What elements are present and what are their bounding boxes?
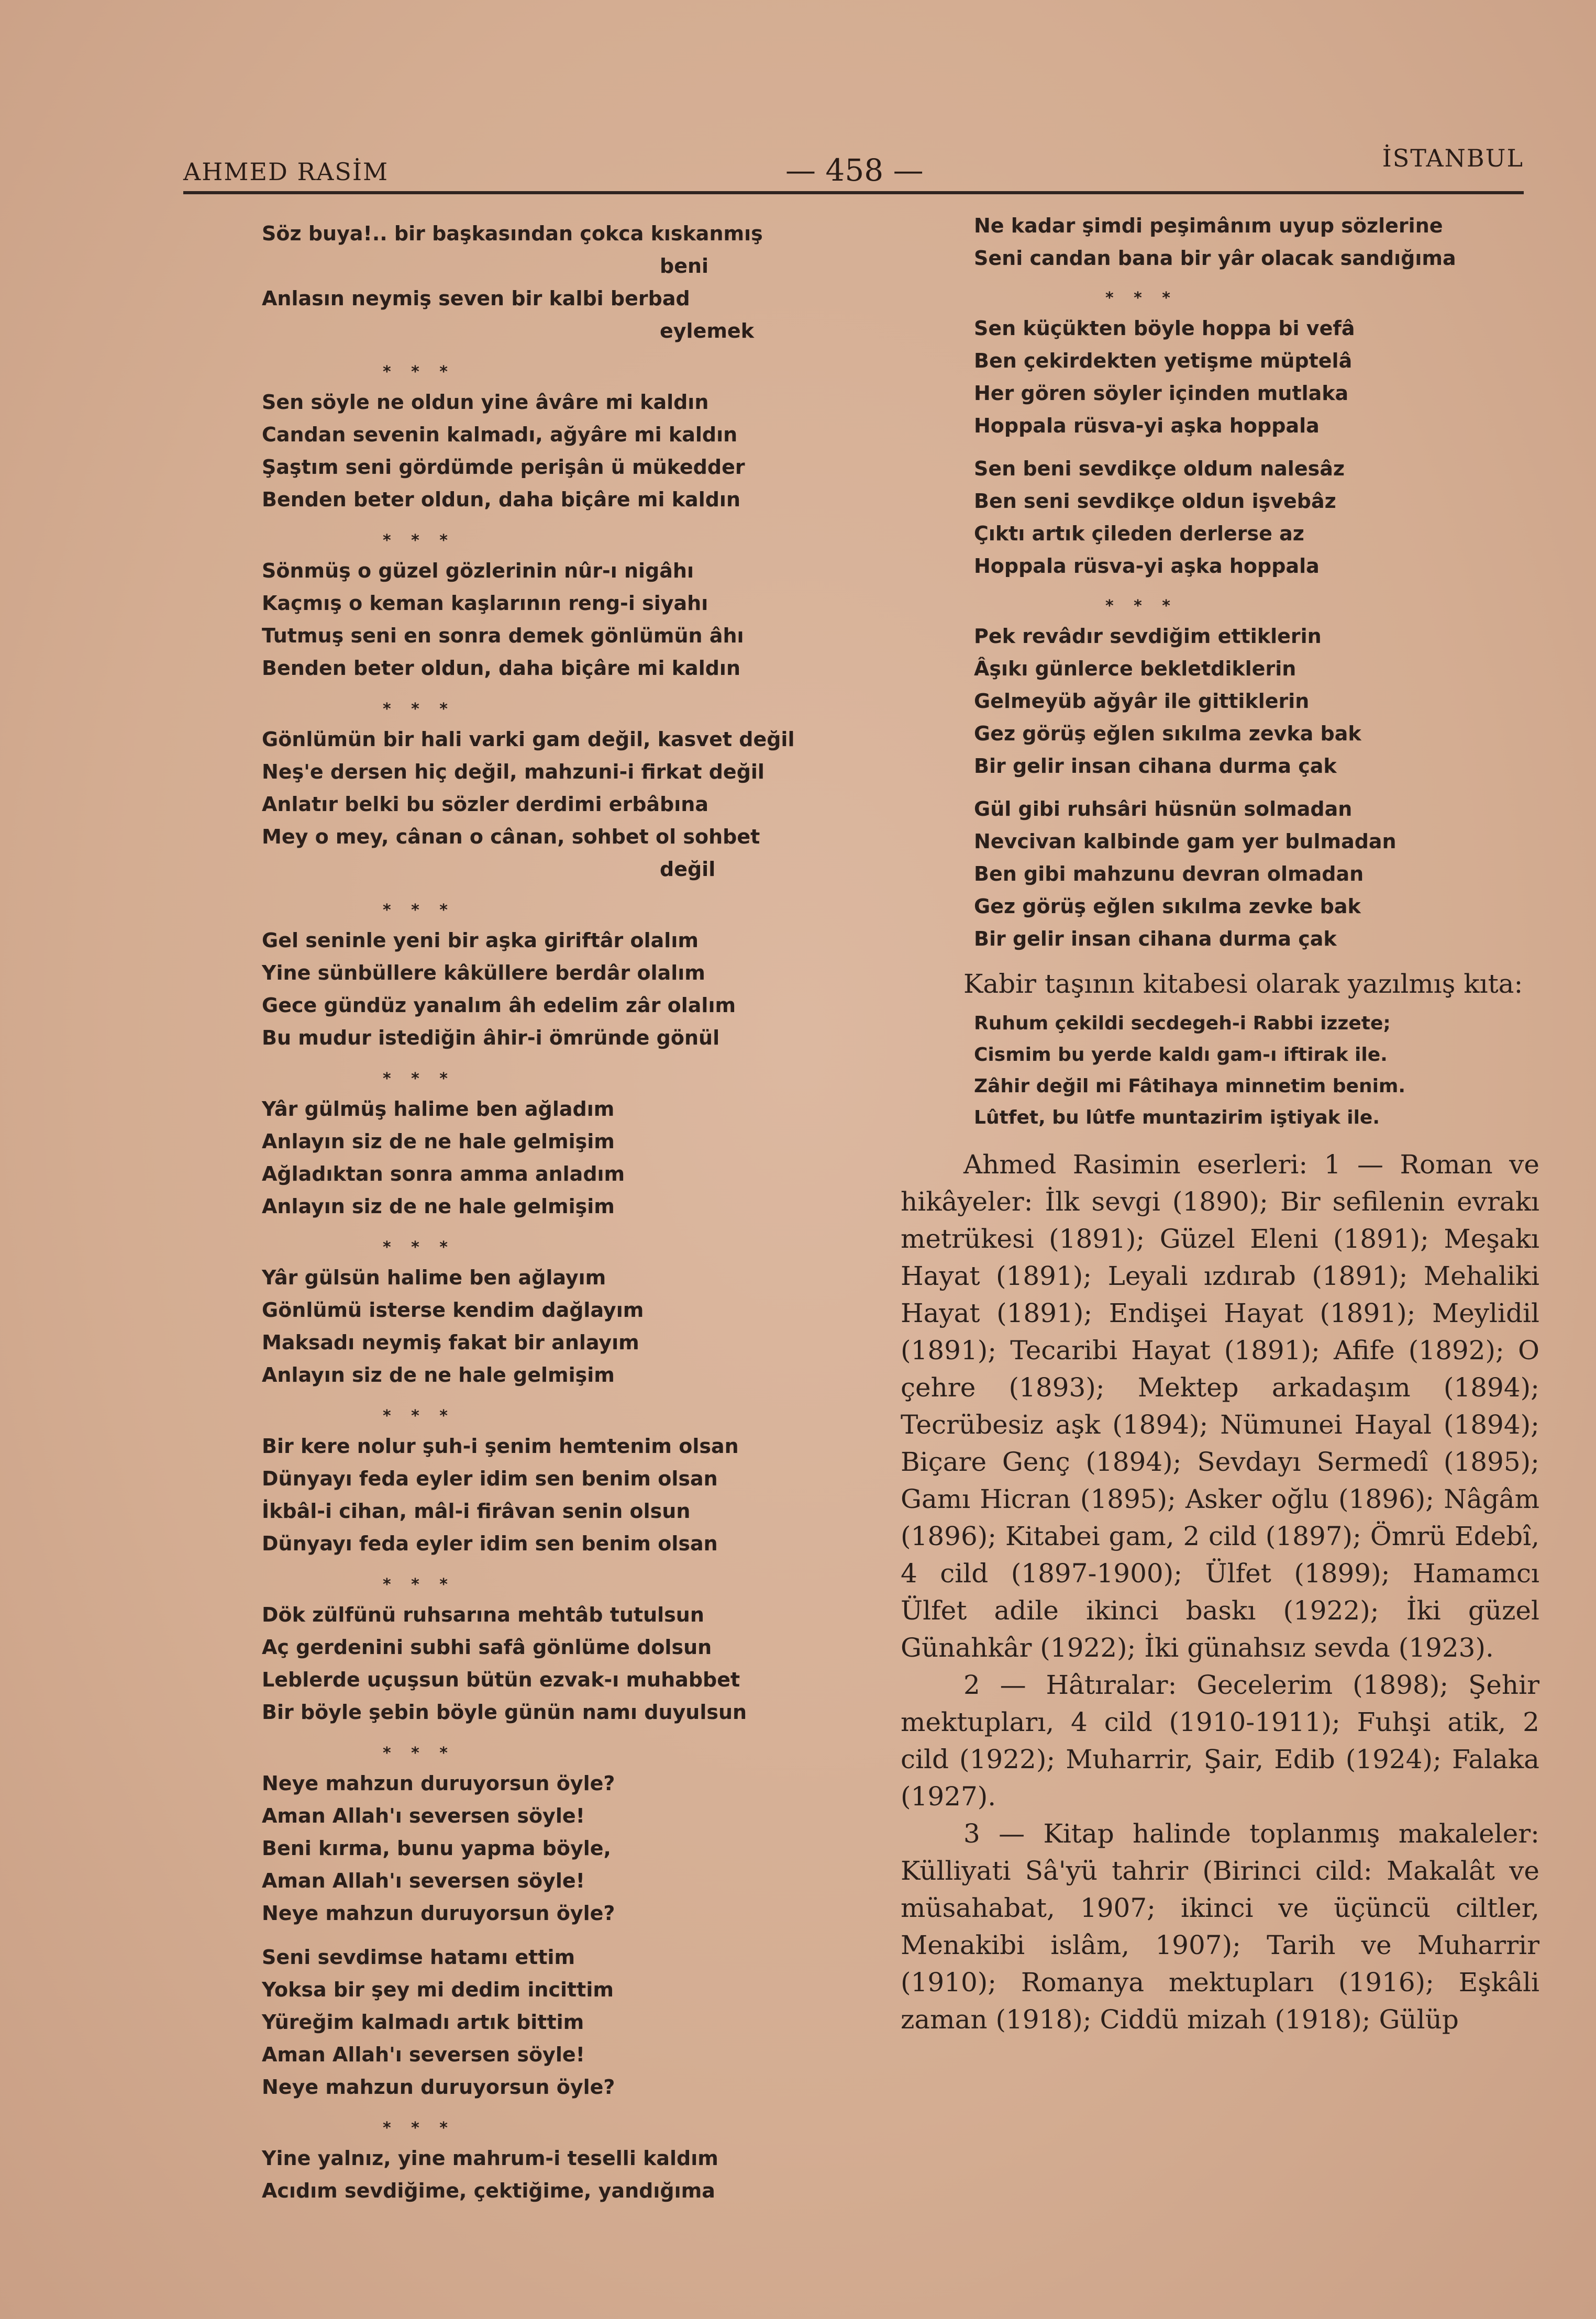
- left-stanza: [262, 723, 848, 885]
- verse-line: Yâr gülmüş halime ben ağladım: [262, 1097, 615, 1120]
- verse-line: Bir kere nolur şuh-i şenim hemtenim olsan: [262, 1435, 739, 1458]
- stanza-separator: * * *: [1105, 597, 1178, 615]
- verse-line: Sönmüş o güzel gözlerinin nûr-ı nigâhı: [262, 559, 694, 582]
- left-stanza: [262, 1767, 848, 1929]
- verse-line: Söz buya!.. bir başkasından çokca kıskanmış: [262, 222, 763, 245]
- header-city: İSTANBUL: [1382, 144, 1524, 172]
- verse-line: Ben çekirdekten yetişme müptelâ: [974, 349, 1353, 372]
- verse-line: Sen küçükten böyle hoppa bi vefâ: [974, 317, 1355, 340]
- verse-line: Mey o mey, cânan o cânan, sohbet ol sohbet: [262, 825, 760, 848]
- left-stanza: [262, 217, 848, 347]
- left-stanza: [262, 554, 848, 684]
- kita-intro: Kabir taşının kitabesi olarak yazılmış kıta:: [963, 969, 1523, 999]
- right-stanza: [974, 209, 1539, 274]
- epitaph-verse: [901, 1008, 1539, 1134]
- verse-line: Hoppala rüsva-yi aşka hoppala: [974, 554, 1320, 578]
- left-stanza: [262, 1599, 848, 1728]
- stanza-separator: * * *: [383, 1407, 455, 1425]
- verse-line: Benden beter oldun, daha biçâre mi kaldın: [262, 488, 741, 511]
- verse-line: Neye mahzun duruyorsun öyle?: [262, 1772, 615, 1795]
- right-column-poems: [901, 209, 1539, 955]
- verse-line: Dünyayı feda eyler idim sen benim olsan: [262, 1532, 718, 1555]
- verse-line: eylemek: [660, 319, 754, 342]
- stanza-separator: * * *: [383, 1575, 455, 1594]
- verse-line: Hoppala rüsva-yi aşka hoppala: [974, 414, 1320, 437]
- stanza-separator: * * *: [383, 1744, 455, 1762]
- verse-line: Bir böyle şebin böyle günün namı duyulsun: [262, 1701, 747, 1724]
- verse-line: Neye mahzun duruyorsun öyle?: [262, 2076, 615, 2099]
- left-stanza: [262, 386, 848, 516]
- verse-line: Yâr gülsün halime ben ağlayım: [262, 1266, 606, 1289]
- verse-line: Gez görüş eğlen sıkılma zevke bak: [974, 895, 1361, 918]
- verse-line: Yine yalnız, yine mahrum-i teselli kaldım: [262, 2147, 718, 2170]
- verse-line: Gelmeyüb ağyâr ile gittiklerin: [974, 690, 1310, 713]
- verse-line: beni: [660, 254, 709, 278]
- works-paragraph-1: Ahmed Rasimin eserleri: 1 — Roman ve hikâyeler: İlk sevgi (1890); Bir sefilenin evrakı metrükesi (1891); Güzel Eleni (1891); Meşakı Hayat (1891); Leyali ızdırab (1891); Mehaliki Hayat (1891); Endişei Hayat (1891); Meylidil (1891); Tecaribi Hayat (1891); Afife (1892); O çehre (1893); Mektep arkadaşım (1894); Tecrübesiz aşk (1894); Nümunei Hayal (1894); Biçare Genç (1894); Sevdayı Sermedî (1895); Gamı Hicran (1895); Asker oğlu (1896); Nâgâm (1896); Kitabei gam, 2 cild (1897); Ömrü Edebî, 4 cild (1897-1900); Ülfet (1899); Hamamcı Ülfet adile ikinci baskı (1922); İki güzel Günahkâr (1922); İki günahsız sevda (1923).: [901, 1149, 1539, 1663]
- verse-line: Bir gelir insan cihana durma çak: [974, 927, 1337, 950]
- verse-line: Anlatır belki bu sözler derdimi erbâbına: [262, 793, 708, 816]
- verse-line: Gece gündüz yanalım âh edelim zâr olalım: [262, 994, 736, 1017]
- verse-line: Bir gelir insan cihana durma çak: [974, 754, 1337, 778]
- epitaph-line: Ruhum çekildi secdegeh-i Rabbi izzete;: [974, 1013, 1391, 1034]
- stanza-separator: * * *: [1105, 289, 1178, 307]
- right-stanza: [974, 793, 1539, 955]
- verse-line: Dünyayı feda eyler idim sen benim olsan: [262, 1467, 718, 1490]
- verse-line: Maksadı neymiş fakat bir anlayım: [262, 1331, 639, 1354]
- epitaph-line: Zâhir değil mi Fâtihaya minnetim benim.: [974, 1075, 1406, 1097]
- verse-line: Gel seninle yeni bir aşka giriftâr olalım: [262, 929, 699, 952]
- verse-line: Dök zülfünü ruhsarına mehtâb tutulsun: [262, 1603, 704, 1626]
- left-stanza: [262, 1430, 848, 1560]
- verse-line: Ne kadar şimdi peşimânım uyup sözlerine: [974, 214, 1443, 237]
- left-stanza: [262, 1941, 848, 2103]
- stanza-separator: * * *: [383, 2119, 455, 2137]
- verse-line: Âşıkı günlerce bekletdiklerin: [974, 657, 1296, 680]
- stanza-separator: * * *: [383, 1070, 455, 1088]
- left-stanza: [262, 2142, 848, 2207]
- epitaph-line: Lûtfet, bu lûtfe muntazirim iştiyak ile.: [974, 1107, 1380, 1128]
- header-author: AHMED RASİM: [183, 158, 389, 186]
- stanza-separator: * * *: [383, 363, 455, 381]
- verse-line: Anlayın siz de ne hale gelmişim: [262, 1195, 615, 1218]
- works-paragraph-2: 2 — Hâtıralar: Gecelerim (1898); Şehir mektupları, 4 cild (1910-1911); Fuhşi atik, 2 cild (1922); Muharrir, Şair, Edib (1924); Falaka (1927).: [901, 1670, 1539, 1812]
- verse-line: Anlasın neymiş seven bir kalbi berbad: [262, 287, 690, 310]
- verse-line: Aman Allah'ı seversen söyle!: [262, 1869, 585, 1892]
- right-stanza: [974, 312, 1539, 442]
- epitaph-line: Cismim bu yerde kaldı gam-ı iftirak ile.: [974, 1044, 1388, 1066]
- verse-line: Candan sevenin kalmadı, ağyâre mi kaldın: [262, 423, 738, 446]
- verse-line: Aman Allah'ı seversen söyle!: [262, 2043, 585, 2066]
- stanza-separator: * * *: [383, 531, 455, 550]
- verse-line: Gez görüş eğlen sıkılma zevka bak: [974, 722, 1361, 745]
- verse-line: Yüreğim kalmadı artık bittim: [262, 2011, 584, 2034]
- verse-line: Gül gibi ruhsâri hüsnün solmadan: [974, 797, 1353, 820]
- verse-line: Aman Allah'ı seversen söyle!: [262, 1804, 585, 1827]
- verse-line: Çıktı artık çileden derlerse az: [974, 522, 1304, 545]
- verse-line: Neş'e dersen hiç değil, mahzuni-i firkat değil: [262, 760, 764, 783]
- left-stanza: [262, 1093, 848, 1223]
- verse-line: Aç gerdenini subhi safâ gönlüme dolsun: [262, 1636, 712, 1659]
- verse-line: Pek revâdır sevdiğim ettiklerin: [974, 625, 1322, 648]
- verse-line: Nevcivan kalbinde gam yer bulmadan: [974, 830, 1396, 853]
- verse-line: Bu mudur istediğin âhir-i ömründe gönül: [262, 1026, 720, 1049]
- stanza-separator: * * *: [383, 901, 455, 919]
- page-number: — 458 —: [785, 152, 924, 188]
- verse-line: Sen söyle ne oldun yine âvâre mi kaldın: [262, 391, 709, 414]
- verse-line: değil: [660, 858, 716, 881]
- verse-line: Yine sünbüllere kâküllere berdâr olalım: [262, 961, 705, 984]
- verse-line: Şaştım seni gördümde perişân ü mükedder: [262, 456, 745, 479]
- left-stanza: [262, 924, 848, 1054]
- verse-line: Seni sevdimse hatamı ettim: [262, 1946, 575, 1969]
- left-stanza: [262, 1261, 848, 1391]
- page-header: [183, 113, 1524, 194]
- verse-line: Seni candan bana bir yâr olacak sandığıma: [974, 247, 1456, 270]
- verse-line: Ben seni sevdikçe oldun işvebâz: [974, 490, 1336, 513]
- works-paragraph-3: 3 — Kitap halinde toplanmış makaleler: Külliyati Sâ'yü tahrir (Birinci cild: Makalât ve müsahabat, 1907; ikinci ve üçüncü ciltler, Menakibi islâm, 1907); Tarih ve Muharrir (1910); Romanya mektupları (1916); Eşkâli zaman (1918); Ciddü mizah (1918); Gülüp: [901, 1818, 1539, 2035]
- verse-line: Leblerde uçuşsun bütün ezvak-ı muhabbet: [262, 1668, 740, 1691]
- verse-line: Ağladıktan sonra amma anladım: [262, 1162, 625, 1185]
- verse-line: Kaçmış o keman kaşlarının reng-i siyahı: [262, 592, 708, 615]
- left-column-poems: [262, 217, 848, 2218]
- verse-line: Ben gibi mahzunu devran olmadan: [974, 862, 1364, 885]
- verse-line: Sen beni sevdikçe oldum nalesâz: [974, 457, 1345, 480]
- verse-line: Beni kırma, bunu yapma böyle,: [262, 1837, 611, 1860]
- stanza-separator: * * *: [383, 1238, 455, 1257]
- verse-line: Yoksa bir şey mi dedim incittim: [262, 1978, 614, 2001]
- verse-line: Benden beter oldun, daha biçâre mi kaldın: [262, 657, 741, 680]
- right-stanza: [974, 620, 1539, 782]
- verse-line: Anlayın siz de ne hale gelmişim: [262, 1130, 615, 1153]
- verse-line: Neye mahzun duruyorsun öyle?: [262, 1902, 615, 1925]
- verse-line: Gönlümün bir hali varki gam değil, kasvet değil: [262, 728, 795, 751]
- verse-line: Acıdım sevdiğime, çektiğime, yandığıma: [262, 2179, 715, 2202]
- right-stanza: [974, 452, 1539, 582]
- verse-line: Anlayın siz de ne hale gelmişim: [262, 1363, 615, 1386]
- verse-line: Her gören söyler içinden mutlaka: [974, 382, 1349, 405]
- verse-line: İkbâl-i cihan, mâl-i firâvan senin olsun: [262, 1500, 691, 1523]
- verse-line: Gönlümü isterse kendim dağlayım: [262, 1299, 644, 1322]
- right-column: [901, 209, 1539, 2038]
- stanza-separator: * * *: [383, 700, 455, 718]
- prose-section: [901, 966, 1539, 2038]
- verse-line: Tutmuş seni en sonra demek gönlümün âhı: [262, 624, 744, 647]
